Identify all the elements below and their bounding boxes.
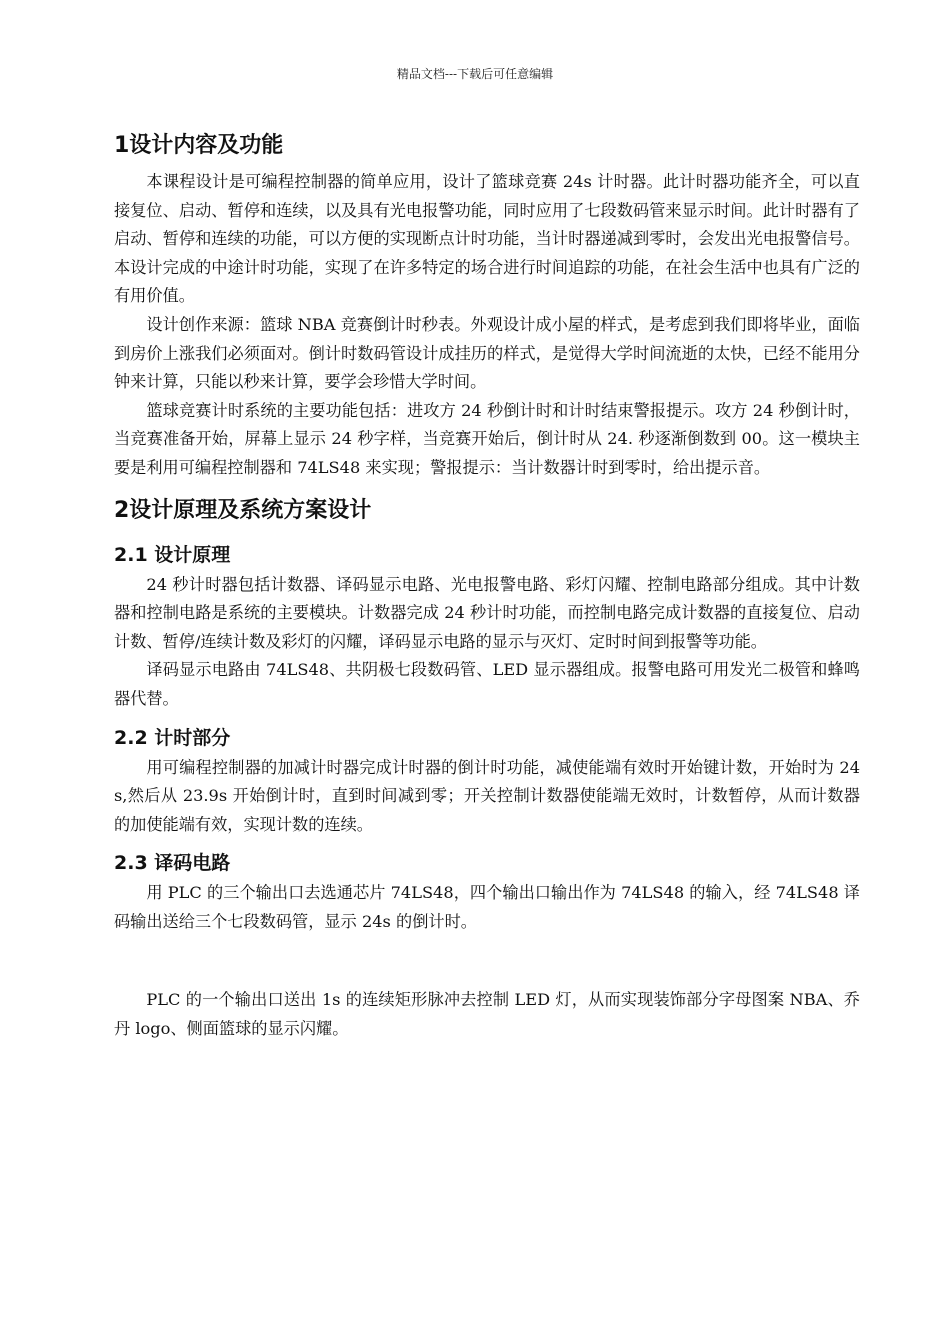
section1-paragraph-2: 设计创作来源：篮球 NBA 竞赛倒计时秒表。外观设计成小屋的样式，是考虑到我们即将毕业，面临到房价上涨我们必须面对。倒计时数码管设计成挂历的样式，是觉得大学时间流逝的太快，已经不能用分钟来计算，只能以秒来计算，要学会珍惜大学时间。 bbox=[114, 314, 860, 392]
subsection-2-3-paragraph-2: PLC 的一个输出口送出 1s 的连续矩形脉冲去控制 LED 灯，从而实现装饰部分字母图案 NBA、乔丹 logo、侧面篮球的显示闪耀。 bbox=[114, 990, 860, 1039]
subsection-2-3-paragraph-1: 用 PLC 的三个输出口去选通芯片 74LS48，四个输出口输出作为 74LS48 的输入，经 74LS48 译码输出送给三个七段数码管，显示 24s 的倒计时。 bbox=[114, 883, 860, 931]
subsection-heading-2-1: 2.1 设计原理 bbox=[114, 543, 231, 566]
subsection-heading-2-2: 2.2 计时部分 bbox=[114, 726, 231, 749]
section1-paragraph-1: 本课程设计是可编程控制器的简单应用，设计了篮球竞赛 24s 计时器。此计时器功能齐全，可以直接复位、启动、暂停和连续，以及具有光电报警功能，同时应用了七段数码管来显示时间。此计时器有了启动、暂停和连续的功能，可以方便的实现断点计时功能，当计时器递减到零时，会发出光电报警信号。本设计完成的中途计时功能，实现了在许多特定的场合进行时间追踪的功能，在社会生活中也具有广泛的有用价值。 bbox=[114, 172, 860, 306]
subsection-2-2-paragraph-1: 用可编程控制器的加减计时器完成计时器的倒计时功能，减使能端有效时开始键计数，开始时为 24s,然后从 23.9s 开始倒计时，直到时间减到零；开关控制计数器使能端无效时，计数暂停，从而计数器的加使能端有效，实现计数的连续。 bbox=[114, 757, 860, 834]
section1-paragraph-3: 篮球竞赛计时系统的主要功能包括：进攻方 24 秒倒计时和计时结束警报提示。攻方 24 秒倒计时，当竞赛准备开始，屏幕上显示 24 秒字样，当竞赛开始后，倒计时从 24. 秒逐渐倒数到 00。这一模块主要是利用可编程控制器和 74LS48 来实现；警报提示：当计数器计时到零时，给出提示音。 bbox=[114, 400, 860, 477]
subsection-2-1-paragraph-2: 译码显示电路由 74LS48、共阴极七段数码管、LED 显示器组成。报警电路可用发光二极管和蜂鸣器代替。 bbox=[114, 660, 860, 708]
subsection-heading-2-3: 2.3 译码电路 bbox=[114, 852, 231, 875]
section-heading-1: 1设计内容及功能 bbox=[114, 133, 284, 158]
subsection-2-1-paragraph-1: 24 秒计时器包括计数器、译码显示电路、光电报警电路、彩灯闪耀、控制电路部分组成。其中计数器和控制电路是系统的主要模块。计数器完成 24 秒计时功能，而控制电路完成计数器的直接复位、启动计数、暂停/连续计数及彩灯的闪耀，译码显示电路的显示与灭灯、定时时间到报警等功能。 bbox=[114, 574, 860, 651]
document-body bbox=[114, 128, 860, 1044]
section-heading-2: 2设计原理及系统方案设计 bbox=[114, 497, 372, 523]
page-header-note: 精品文档---下载后可任意编辑 bbox=[396, 67, 554, 81]
